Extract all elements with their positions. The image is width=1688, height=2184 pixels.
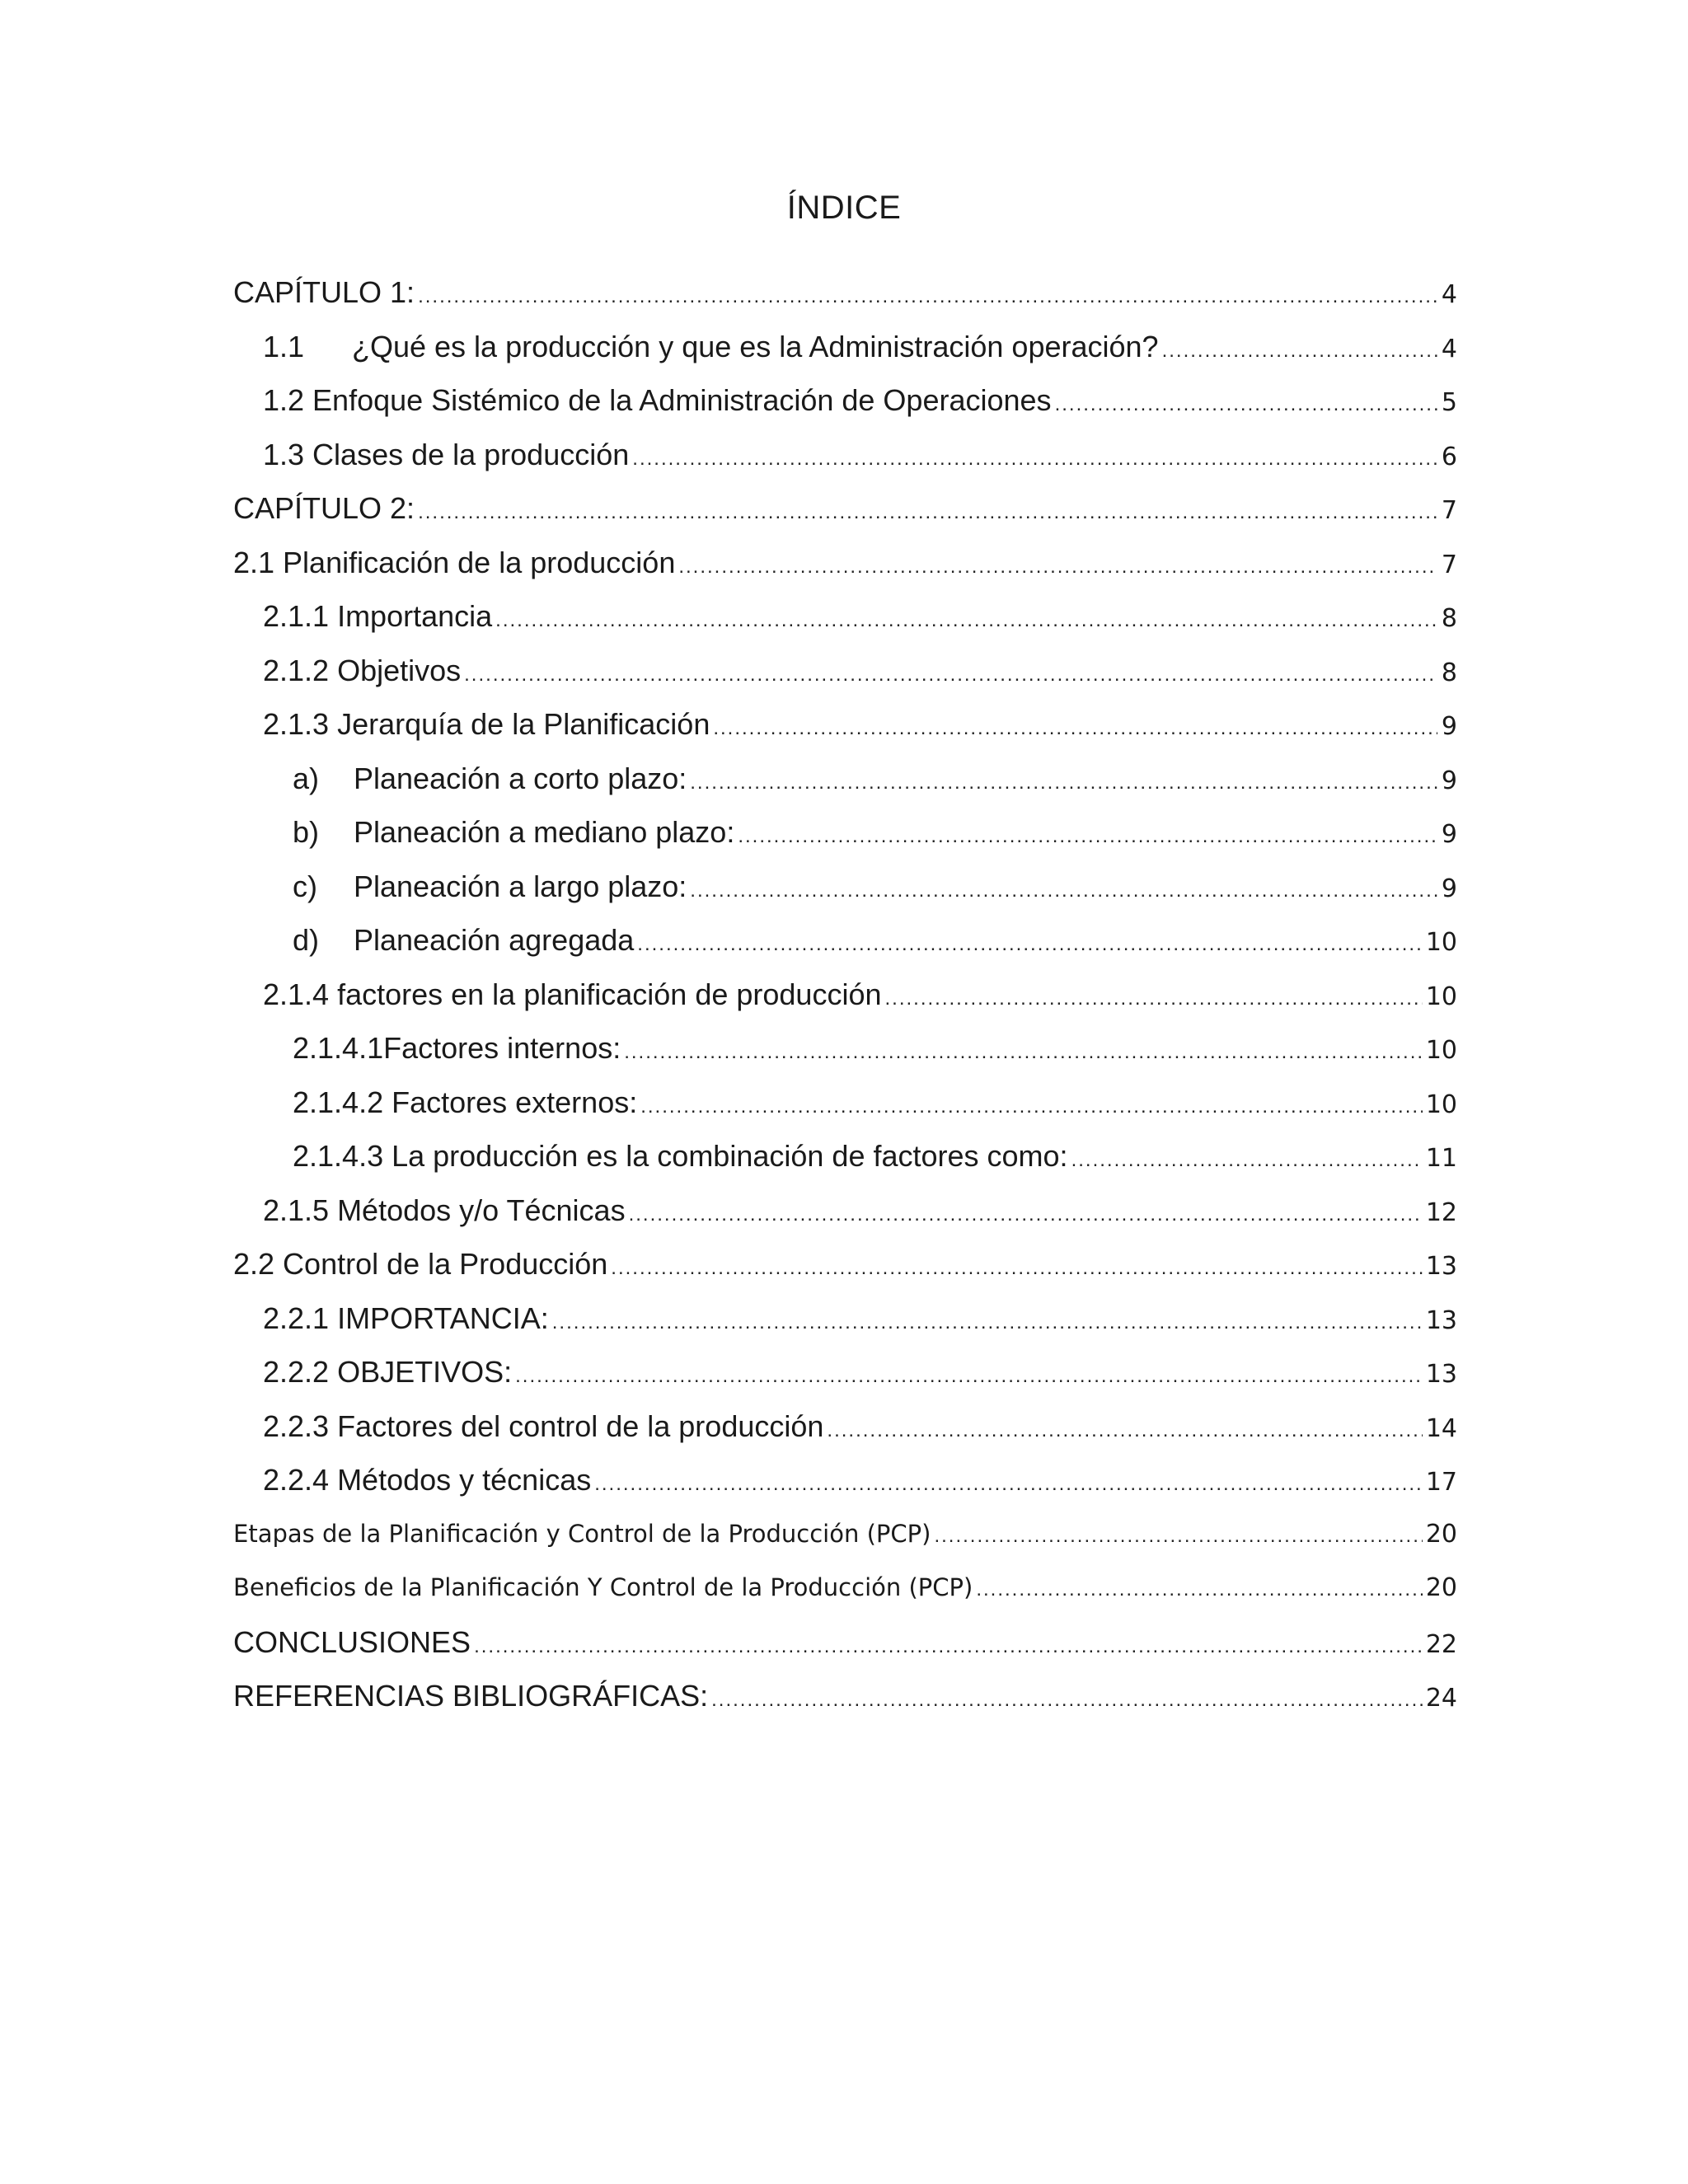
toc-entry-label: CAPÍTULO 2: — [233, 491, 415, 525]
toc-entry[interactable] — [233, 1561, 1457, 1615]
toc-page-number: 20 — [1425, 1573, 1457, 1602]
toc-entry-label: 2.1.3 Jerarquía de la Planificación — [263, 707, 710, 741]
toc-entry-label: ¿Qué es la producción y que es la Administración operación? — [352, 329, 1159, 363]
toc-entry-label: REFERENCIAS BIBLIOGRÁFICAS: — [233, 1679, 709, 1713]
toc-page-number: 8 — [1441, 604, 1457, 633]
dot-leader — [464, 648, 1437, 698]
dot-leader — [418, 485, 1437, 536]
toc-entry-title — [293, 805, 734, 860]
toc-entry[interactable] — [233, 265, 1457, 320]
dot-leader — [1055, 377, 1437, 428]
toc-entry-title — [293, 860, 687, 914]
toc-entry[interactable] — [233, 913, 1457, 968]
toc-entry-title — [263, 968, 881, 1022]
toc-page-number: 10 — [1425, 982, 1457, 1011]
toc-page-number: 10 — [1425, 1090, 1457, 1119]
dot-leader — [678, 540, 1437, 590]
dot-leader — [640, 1080, 1423, 1130]
toc-entry-label: 2.1.4.1Factores internos: — [293, 1031, 621, 1065]
toc-entry-title — [293, 752, 687, 806]
dot-leader — [827, 1404, 1422, 1454]
toc-entry-number: d) — [293, 923, 320, 957]
toc-entry[interactable] — [233, 860, 1457, 914]
toc-entry[interactable] — [233, 968, 1457, 1022]
dot-leader — [738, 809, 1437, 860]
toc-entry[interactable] — [233, 1291, 1457, 1346]
toc-entry[interactable] — [233, 1345, 1457, 1399]
toc-entry-number: 1.1 — [263, 329, 305, 363]
toc-entry-number: a) — [293, 761, 320, 795]
toc-entry-title — [263, 1183, 626, 1238]
toc-entry[interactable] — [233, 536, 1457, 590]
dot-leader — [1162, 324, 1437, 374]
toc-page-number: 14 — [1425, 1413, 1457, 1443]
toc-entry-label: Planeación a largo plazo: — [354, 869, 687, 903]
toc-entry[interactable] — [233, 697, 1457, 752]
toc-entry-title — [233, 536, 675, 590]
toc-entry-title — [263, 1291, 549, 1346]
toc-entry-number: b) — [293, 815, 320, 849]
toc-page-number: 10 — [1425, 928, 1457, 957]
toc-page-number: 10 — [1425, 1036, 1457, 1065]
toc-entry-title — [263, 1399, 823, 1454]
toc-entry[interactable] — [233, 589, 1457, 644]
toc-entry-title — [263, 644, 461, 698]
toc-entry[interactable] — [233, 1615, 1457, 1670]
toc-entry-label: Beneficios de la Planificación Y Control de la Producción (PCP) — [233, 1573, 973, 1601]
toc-entry-label: 1.3 Clases de la producción — [263, 437, 630, 471]
page-title: ÍNDICE — [786, 190, 902, 226]
toc-page-number: 9 — [1441, 874, 1457, 903]
toc-entry[interactable] — [233, 320, 1457, 374]
toc-entry-title — [263, 320, 1159, 374]
toc-entry-label: CONCLUSIONES — [233, 1624, 471, 1659]
toc-entry-title — [263, 589, 492, 644]
toc-entry-label: 1.2 Enfoque Sistémico de la Administración de Operaciones — [263, 383, 1052, 417]
dot-leader — [552, 1296, 1423, 1346]
toc-entry[interactable] — [233, 1237, 1457, 1291]
toc-page-number: 9 — [1441, 766, 1457, 795]
toc-page-number: 17 — [1425, 1468, 1457, 1497]
dot-leader — [1071, 1133, 1423, 1183]
toc-entry-number: c) — [293, 869, 317, 903]
dot-leader — [976, 1563, 1422, 1615]
toc-entry[interactable] — [233, 644, 1457, 698]
toc-entry-label: 2.2.2 OBJETIVOS: — [263, 1355, 513, 1389]
toc-entry-label: 2.2.4 Métodos y técnicas — [263, 1463, 592, 1497]
dot-leader — [884, 972, 1422, 1022]
toc-entry[interactable] — [233, 752, 1457, 806]
toc-entry-label: 2.2.3 Factores del control de la producción — [263, 1408, 824, 1443]
toc-entry-title — [263, 428, 629, 482]
toc-page-number: 7 — [1441, 496, 1457, 525]
toc-entry[interactable] — [233, 373, 1457, 428]
toc-entry-title — [233, 1237, 607, 1291]
toc-entry[interactable] — [233, 481, 1457, 536]
toc-entry[interactable] — [233, 805, 1457, 860]
toc-entry-title — [263, 373, 1052, 428]
toc-entry-label: 2.2.1 IMPORTANCIA: — [263, 1301, 549, 1335]
toc-page-number: 9 — [1441, 820, 1457, 849]
toc-entry-label: CAPÍTULO 1: — [233, 275, 415, 309]
toc-page-number: 24 — [1425, 1684, 1457, 1713]
toc-entry-label: 2.1.4 factores en la planificación de producción — [263, 977, 882, 1011]
toc-entry-label: Etapas de la Planificación y Control de la Producción (PCP) — [233, 1519, 931, 1548]
toc-entry-title — [293, 1021, 621, 1076]
toc-entry-title — [233, 1561, 973, 1615]
toc-entry[interactable] — [233, 1076, 1457, 1130]
dot-leader — [934, 1509, 1422, 1562]
toc-entry[interactable] — [233, 1183, 1457, 1238]
dot-leader — [690, 756, 1437, 806]
toc-entry[interactable] — [233, 1669, 1457, 1723]
toc-entry-title — [233, 1615, 471, 1670]
toc-page-number: 6 — [1441, 442, 1457, 471]
toc-page-number: 13 — [1425, 1252, 1457, 1281]
toc-entry-label: Planeación a corto plazo: — [354, 761, 687, 795]
dot-leader — [713, 701, 1437, 752]
toc-entry-label: Planeación a mediano plazo: — [354, 815, 735, 849]
toc-entry-label: 2.1.5 Métodos y/o Técnicas — [263, 1193, 626, 1227]
table-of-contents — [233, 265, 1457, 1723]
toc-page-number: 4 — [1441, 334, 1457, 363]
toc-entry-label: 2.2 Control de la Producción — [233, 1247, 608, 1281]
dot-leader — [515, 1349, 1423, 1399]
toc-entry[interactable] — [233, 1021, 1457, 1076]
dot-leader — [690, 864, 1437, 914]
toc-entry[interactable] — [233, 428, 1457, 482]
toc-page-number: 20 — [1425, 1519, 1457, 1549]
toc-page-number: 12 — [1425, 1197, 1457, 1227]
toc-entry-title — [233, 481, 415, 536]
dot-leader — [624, 1025, 1423, 1076]
dot-leader — [637, 917, 1423, 968]
dot-leader — [418, 269, 1437, 320]
toc-entry-title — [263, 697, 710, 752]
toc-page-number: 11 — [1425, 1144, 1457, 1173]
toc-page-number: 8 — [1441, 658, 1457, 687]
toc-entry-title — [293, 1129, 1068, 1183]
toc-entry[interactable] — [233, 1507, 1457, 1562]
toc-entry-title — [293, 913, 634, 968]
toc-entry-label: 2.1.4.2 Factores externos: — [293, 1085, 638, 1119]
toc-entry-label: 2.1 Planificación de la producción — [233, 545, 676, 579]
toc-entry-label: 2.1.1 Importancia — [263, 599, 493, 633]
toc-entry-label: 2.1.4.3 La producción es la combinación de factores como: — [293, 1139, 1068, 1173]
dot-leader — [632, 432, 1437, 482]
toc-page-number: 5 — [1441, 388, 1457, 417]
toc-page-number: 13 — [1425, 1305, 1457, 1335]
toc-page-number: 9 — [1441, 712, 1457, 741]
dot-leader — [611, 1241, 1423, 1291]
toc-page-number: 4 — [1441, 280, 1457, 309]
toc-page-number: 13 — [1425, 1360, 1457, 1389]
toc-entry-title — [293, 1076, 637, 1130]
dot-leader — [594, 1457, 1423, 1507]
toc-entry-label: Planeación agregada — [354, 923, 635, 957]
toc-entry-title — [233, 265, 415, 320]
dot-leader — [629, 1188, 1423, 1238]
toc-page-number: 7 — [1441, 550, 1457, 579]
dot-leader — [711, 1673, 1423, 1723]
toc-entry-title — [263, 1345, 512, 1399]
dot-leader — [495, 593, 1437, 644]
toc-entry-title — [263, 1453, 591, 1507]
dot-leader — [474, 1619, 1423, 1670]
toc-entry-title — [233, 1507, 931, 1562]
toc-entry-label: 2.1.2 Objetivos — [263, 653, 462, 687]
toc-entry[interactable] — [233, 1453, 1457, 1507]
toc-entry[interactable] — [233, 1129, 1457, 1183]
toc-page-number: 22 — [1425, 1629, 1457, 1659]
toc-entry-title — [233, 1669, 708, 1723]
toc-entry[interactable] — [233, 1399, 1457, 1454]
